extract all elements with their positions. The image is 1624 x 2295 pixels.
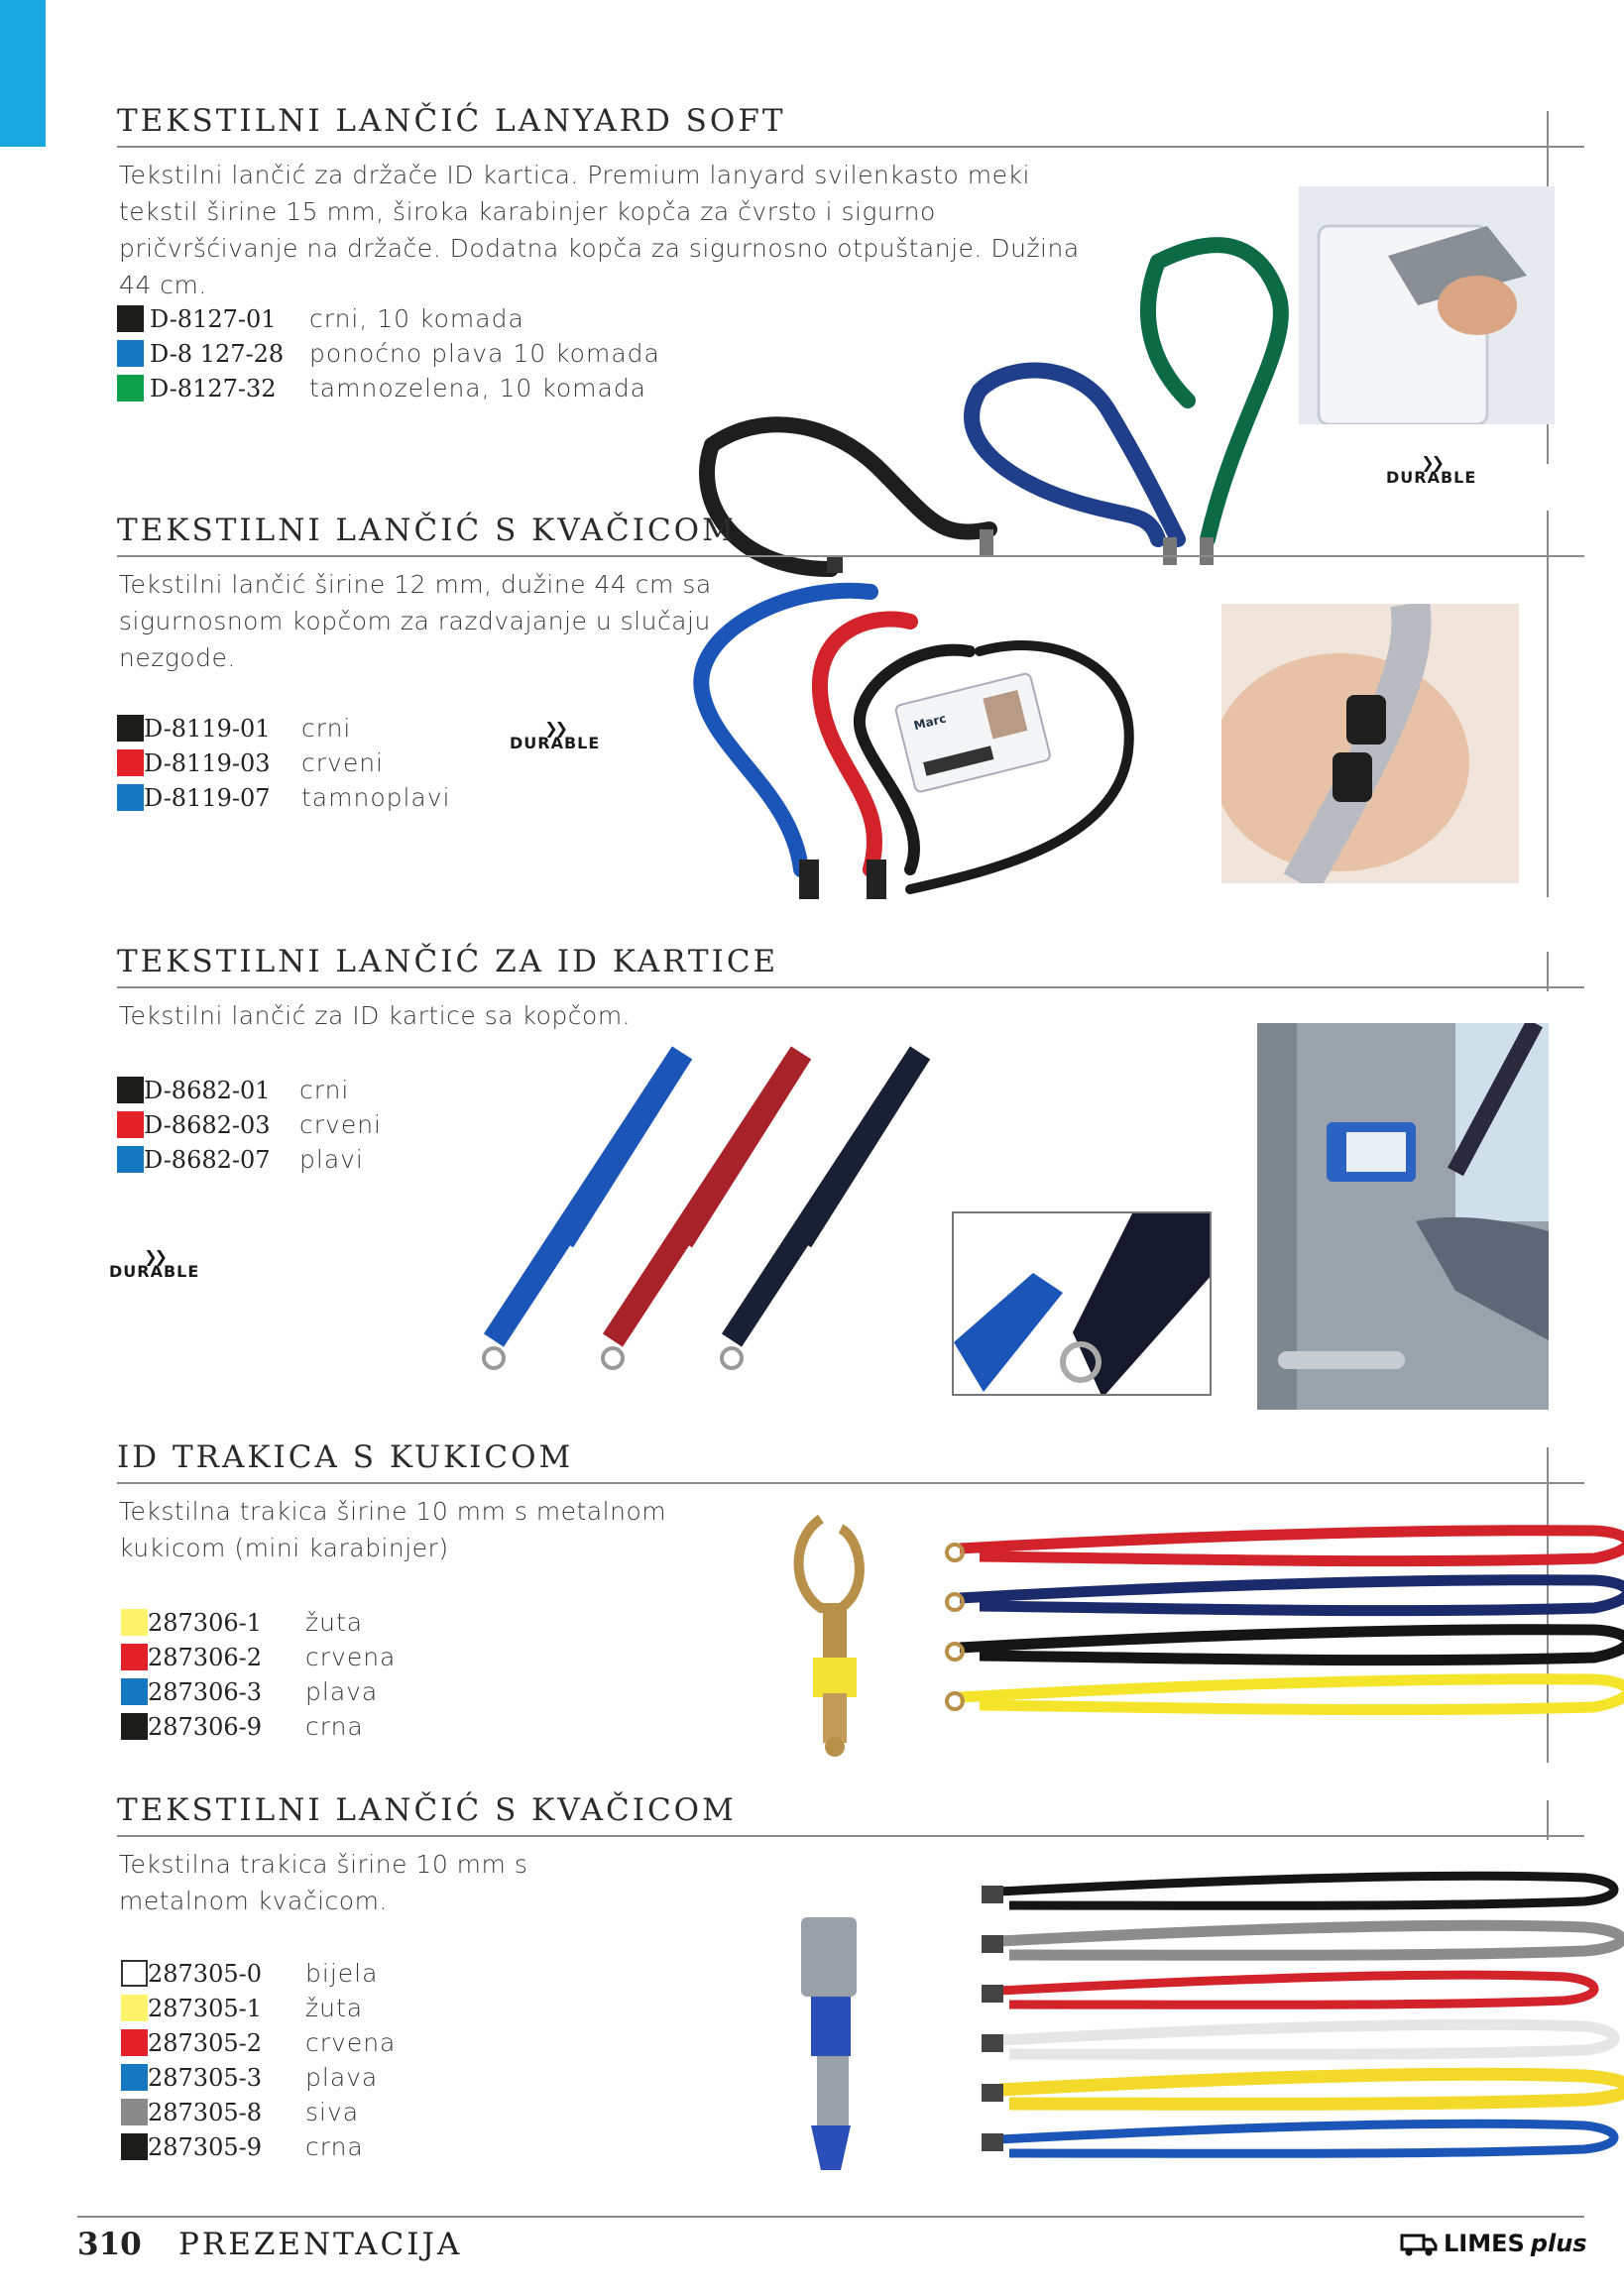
product-code: 287306-2 xyxy=(148,1643,262,1671)
section-description: Tekstilna trakica širine 10 mm s metalnom kvačicom. xyxy=(119,1850,528,1915)
product-item xyxy=(117,301,524,336)
chevron-arrows-icon: ❯❯ xyxy=(544,719,566,738)
product-item xyxy=(121,1991,364,2025)
color-name: tamnozelena, 10 komada xyxy=(309,374,647,402)
door-access-illustration xyxy=(1257,1023,1549,1410)
color-name: crna xyxy=(305,2132,364,2161)
product-item xyxy=(117,780,451,815)
section-strap-metal-clip xyxy=(117,1792,1584,2189)
metal-clip-lanyards-illustration xyxy=(970,1862,1624,2169)
product-list xyxy=(117,301,660,405)
product-code: D-8682-03 xyxy=(144,1110,271,1139)
section-rule xyxy=(117,1835,1584,1837)
product-item xyxy=(121,2095,360,2129)
color-swatch xyxy=(117,1111,144,1138)
section-rule xyxy=(117,146,1584,148)
product-list xyxy=(117,711,451,815)
product-code: D-8682-01 xyxy=(144,1076,271,1104)
color-name: crni, 10 komada xyxy=(309,304,524,333)
color-swatch xyxy=(117,1146,144,1173)
section-rule xyxy=(117,986,1584,988)
clip-detail-illustration xyxy=(1299,186,1555,424)
product-code: 287305-9 xyxy=(148,2132,262,2161)
hook-lanyards-illustration xyxy=(940,1509,1624,1727)
product-item xyxy=(121,2129,364,2164)
product-code: 287306-9 xyxy=(148,1712,262,1741)
color-name: plavi xyxy=(299,1145,364,1174)
durable-logo: ❯❯ DURABLE xyxy=(1386,453,1477,487)
product-code: D-8127-01 xyxy=(150,304,277,333)
color-swatch xyxy=(117,715,144,742)
product-code: D-8119-03 xyxy=(144,748,271,777)
color-name: crveni xyxy=(299,1110,382,1139)
durable-logo: ❯❯ DURABLE xyxy=(510,719,601,752)
product-code: 287306-3 xyxy=(148,1677,262,1706)
footer-rule xyxy=(77,2216,1584,2218)
metal-clip-lanyards-image xyxy=(970,1862,1624,2169)
clip-detail-image xyxy=(1299,186,1555,424)
color-swatch xyxy=(121,1713,148,1740)
product-code: D-8127-32 xyxy=(150,374,277,402)
color-swatch xyxy=(121,1960,148,1987)
color-swatch xyxy=(117,305,144,332)
section-vertical-rule xyxy=(1547,511,1549,897)
color-swatch xyxy=(121,2099,148,2125)
product-item xyxy=(117,711,352,746)
durable-logo: ❯❯ DURABLE xyxy=(109,1247,200,1281)
section-description: Tekstilni lančić širine 12 mm, dužine 44 cm sa sigurnosnom kopčom za razdvajanje u slučaju nezgode. xyxy=(119,570,712,672)
breakaway-clasp-image xyxy=(1221,604,1519,883)
color-name: plava xyxy=(305,1677,379,1706)
product-item xyxy=(121,2060,379,2095)
section-title: TEKSTILNI LANČIĆ LANYARD SOFT xyxy=(117,103,786,139)
section-rule xyxy=(117,1482,1584,1484)
product-item xyxy=(121,1674,379,1709)
product-item xyxy=(117,371,647,405)
section-id-card-lanyard xyxy=(109,944,1584,1410)
color-swatch xyxy=(117,784,144,811)
chevron-arrows-icon: ❯❯ xyxy=(1421,453,1443,472)
color-name: siva xyxy=(305,2098,360,2126)
section-description: Tekstilni lančić za držače ID kartica. Premium lanyard svilenkasto meki tekstil širine 15 mm, široka karabinjer kopča za čvrsto i sigurno pričvršćivanje na držače. Dodatna kopča za sigurnosno otpuštanje. Dužina 44 cm. xyxy=(119,161,1080,299)
color-swatch xyxy=(117,749,144,776)
section-title: TEKSTILNI LANČIĆ S KVAČICOM xyxy=(117,513,737,548)
section-lanyard-with-clip xyxy=(117,513,1584,909)
product-item xyxy=(117,746,384,780)
color-name: crvena xyxy=(305,1643,397,1671)
color-name: tamnoplavi xyxy=(301,783,451,812)
color-name: bijela xyxy=(305,1959,379,1988)
color-name: crna xyxy=(305,1712,364,1741)
breakaway-clasp-illustration xyxy=(1221,604,1519,883)
hook-closeup-illustration xyxy=(781,1509,890,1767)
color-swatch xyxy=(117,1077,144,1103)
color-name: žuta xyxy=(305,1608,364,1637)
page-number: 310 xyxy=(77,2227,142,2262)
product-code: 287305-0 xyxy=(148,1959,262,1988)
product-item xyxy=(117,1107,382,1142)
product-code: 287305-3 xyxy=(148,2063,262,2092)
product-code: 287305-1 xyxy=(148,1994,262,2022)
product-item xyxy=(121,1640,397,1674)
color-swatch xyxy=(121,1609,148,1636)
product-item xyxy=(121,2025,397,2060)
product-item xyxy=(117,1142,364,1177)
lanyard-clip-illustration xyxy=(672,572,1188,909)
section-lanyard-soft xyxy=(117,103,1584,500)
metal-clip-closeup-image xyxy=(781,1907,880,2175)
product-code: 287306-1 xyxy=(148,1608,262,1637)
color-swatch xyxy=(121,1678,148,1705)
product-code: D-8119-07 xyxy=(144,783,271,812)
section-title: TEKSTILNI LANČIĆ ZA ID KARTICE xyxy=(117,944,779,979)
chevron-arrows-icon: ❯❯ xyxy=(144,1247,166,1266)
product-item xyxy=(121,1956,379,1991)
color-name: crvena xyxy=(305,2028,397,2057)
product-list xyxy=(121,1605,397,1744)
brand-name: LIMES xyxy=(1444,2230,1525,2257)
product-list xyxy=(117,1073,382,1177)
color-name: ponoćno plava 10 komada xyxy=(309,339,660,368)
color-name: plava xyxy=(305,2063,379,2092)
section-rule xyxy=(117,555,1584,557)
product-code: D-8119-01 xyxy=(144,714,271,743)
color-name: crveni xyxy=(301,748,384,777)
color-name: crni xyxy=(299,1076,350,1104)
color-name: žuta xyxy=(305,1994,364,2022)
door-access-image xyxy=(1257,1023,1549,1410)
color-swatch xyxy=(121,2133,148,2160)
section-id-strap-hook xyxy=(117,1439,1584,1777)
section-vertical-rule xyxy=(1547,952,1549,991)
section-title: TEKSTILNI LANČIĆ S KVAČICOM xyxy=(117,1792,737,1828)
color-name: crni xyxy=(301,714,352,743)
hook-closeup-image xyxy=(781,1509,890,1767)
product-code: D-8682-07 xyxy=(144,1145,271,1174)
footer-title: PREZENTACIJA xyxy=(178,2227,463,2262)
badge-name: Marc xyxy=(912,711,948,734)
product-code: D-8 127-28 xyxy=(150,339,285,368)
clasp-closeup-image xyxy=(952,1211,1212,1396)
product-code: 287305-8 xyxy=(148,2098,262,2126)
color-swatch xyxy=(121,2064,148,2091)
product-item xyxy=(121,1605,364,1640)
lanyard-clip-product-image xyxy=(672,572,1188,909)
section-title: ID TRAKICA S KUKICOM xyxy=(117,1439,574,1475)
truck-icon xyxy=(1400,2230,1438,2257)
limes-plus-logo xyxy=(1400,2230,1587,2257)
clasp-closeup-illustration xyxy=(954,1213,1212,1396)
color-swatch xyxy=(117,340,144,367)
product-item xyxy=(117,336,660,371)
color-swatch xyxy=(121,2029,148,2056)
product-item xyxy=(121,1709,364,1744)
section-description: Tekstilna trakica širine 10 mm s metalnom kukicom (mini karabinjer) xyxy=(119,1497,667,1562)
section-vertical-rule xyxy=(1547,1800,1549,1840)
accent-tab xyxy=(0,0,46,147)
brand-suffix: plus xyxy=(1530,2230,1587,2257)
hook-lanyards-image xyxy=(940,1509,1624,1727)
color-swatch xyxy=(121,1995,148,2021)
section-description: Tekstilni lančić za ID kartice sa kopčom. xyxy=(119,1001,632,1030)
color-swatch xyxy=(121,1644,148,1670)
product-code: 287305-2 xyxy=(148,2028,262,2057)
product-item xyxy=(117,1073,350,1107)
product-list xyxy=(121,1956,397,2164)
metal-clip-closeup-illustration xyxy=(781,1907,880,2175)
color-swatch xyxy=(117,375,144,402)
